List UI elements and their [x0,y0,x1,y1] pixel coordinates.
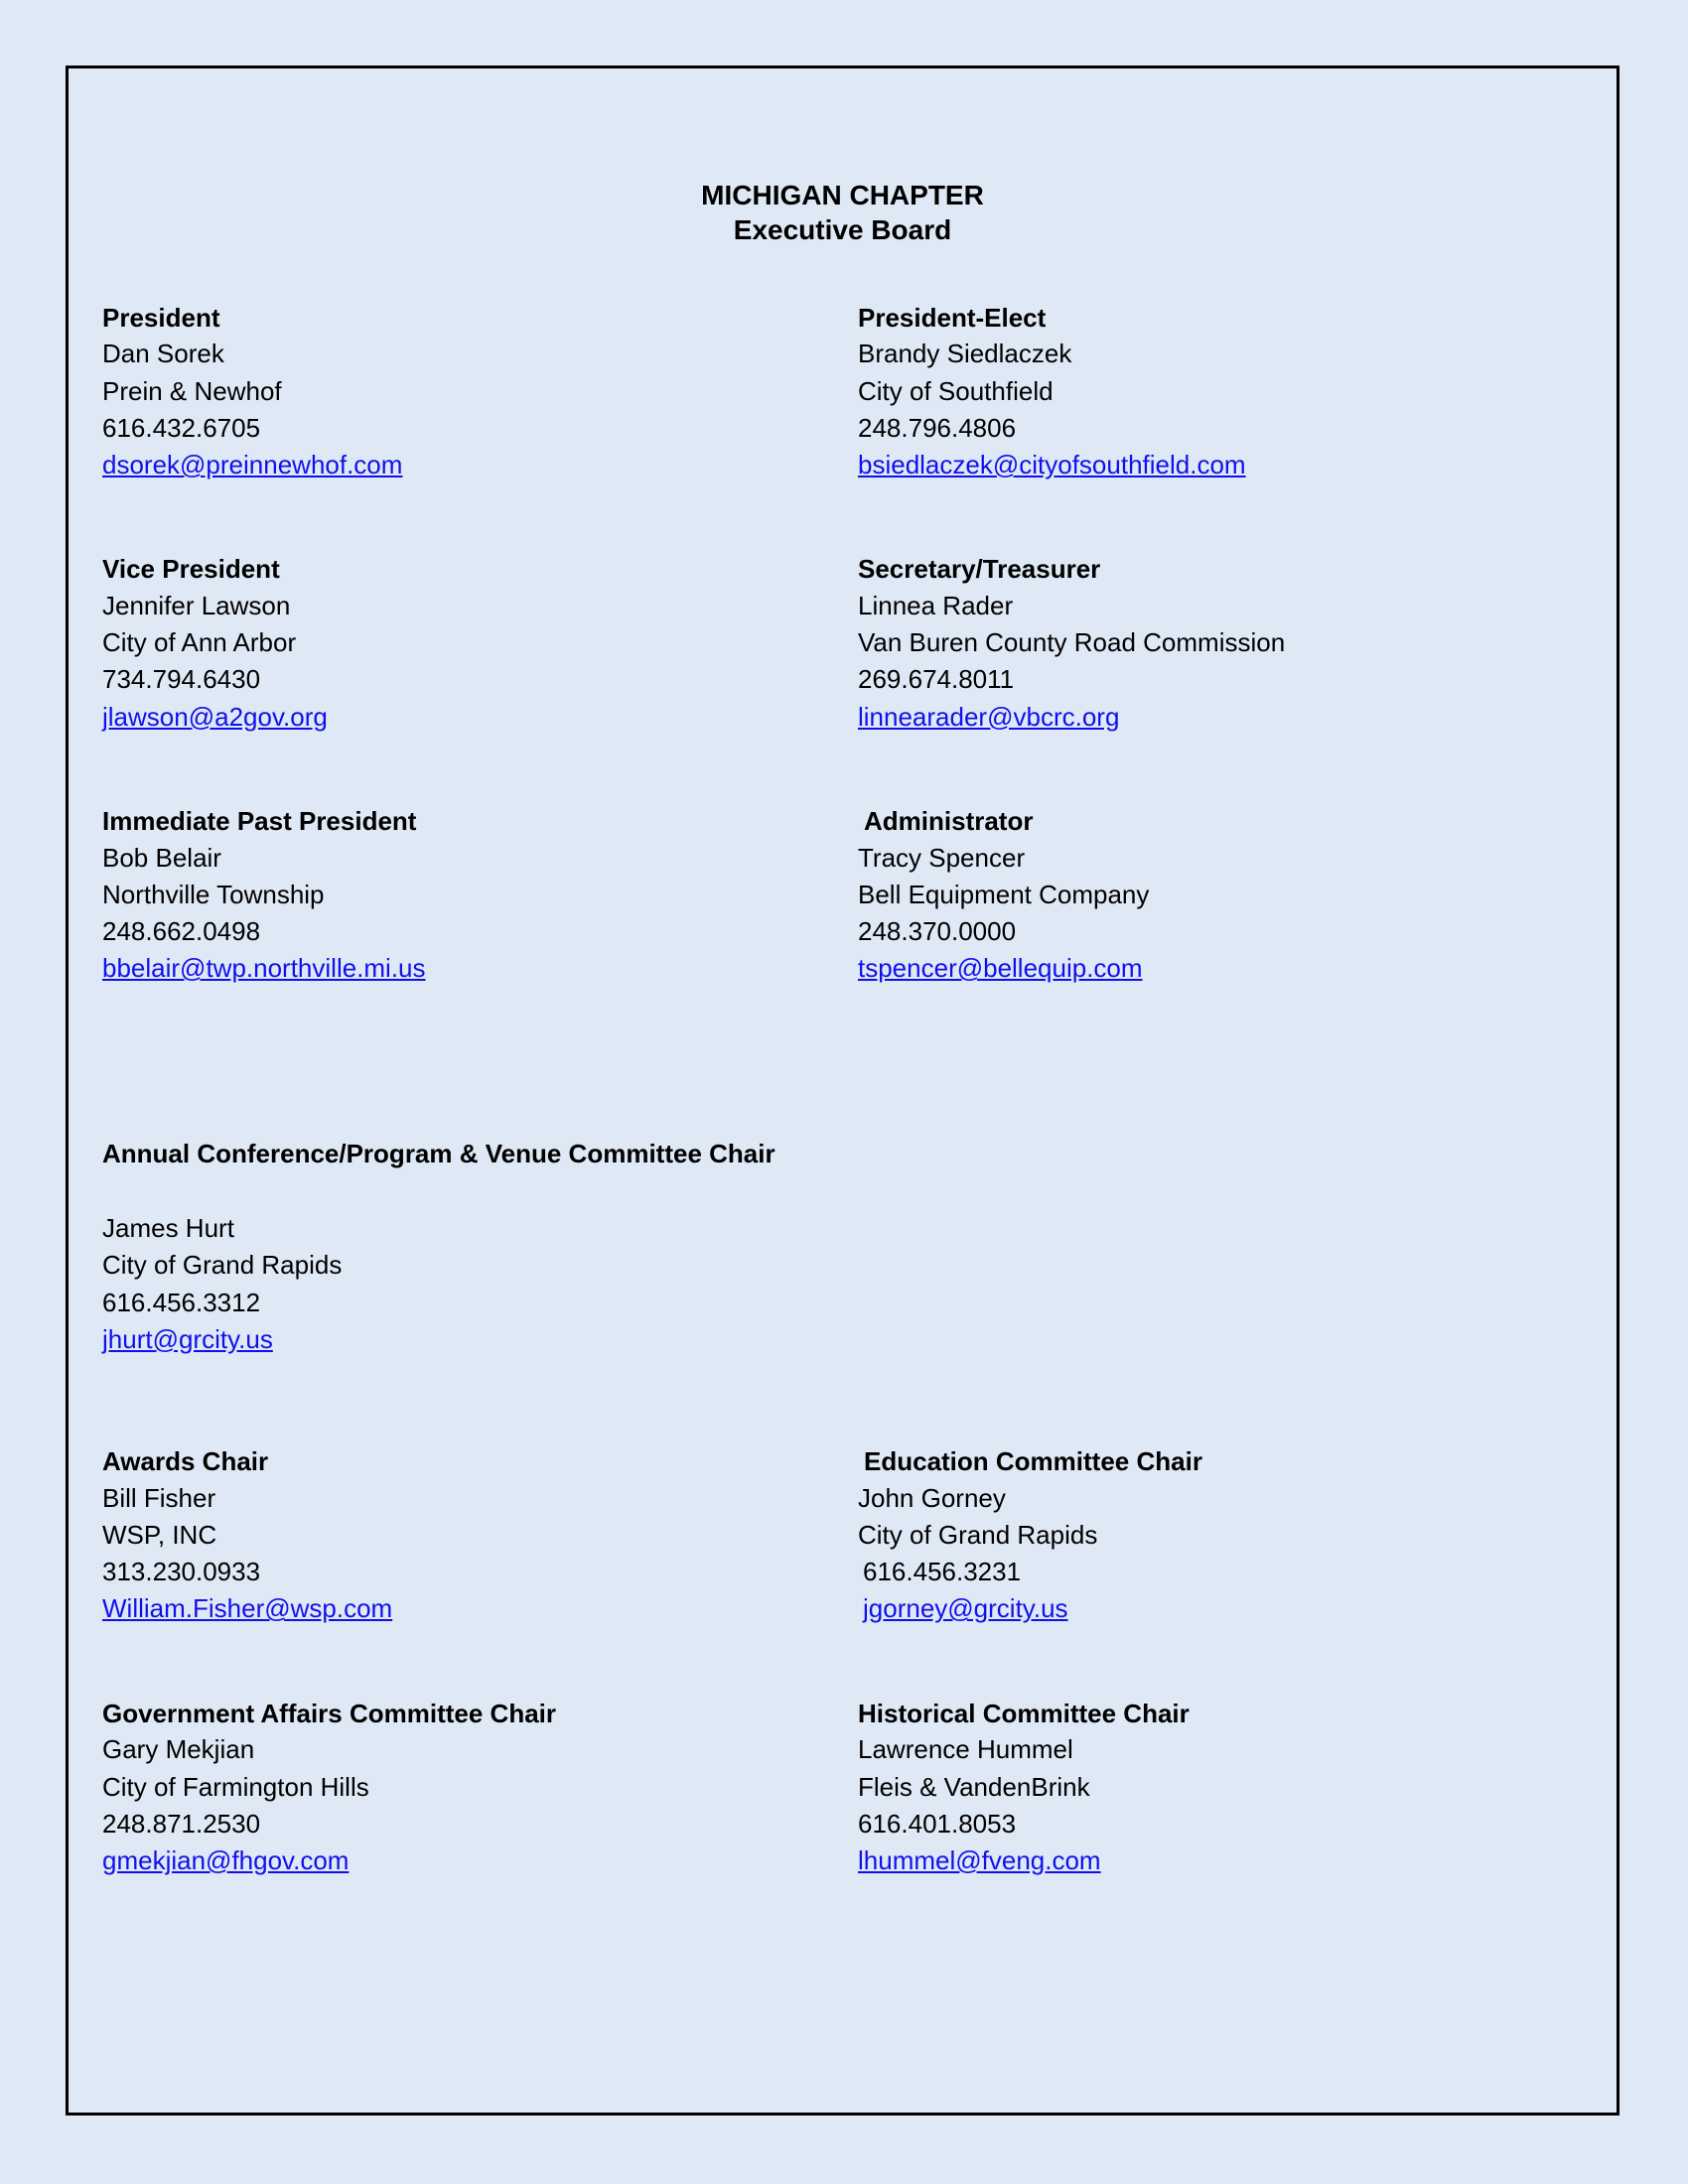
contact-phone: 616.401.8053 [858,1808,1017,1839]
contact-block-vice-president [69,551,858,736]
contact-name: Linnea Rader [858,591,1014,621]
contact-phone: 248.796.4806 [858,412,1017,443]
row-spacer [69,736,1617,803]
contact-block-government-affairs-chair [69,1696,858,1880]
contact-block-president [69,300,858,484]
contact-block-secretary-treasurer [858,551,1617,736]
contact-email-link[interactable]: William.Fisher@wsp.com [102,1593,393,1624]
contact-organization: City of Grand Rapids [102,1250,343,1281]
contact-email-link[interactable]: linnearader@vbcrc.org [858,701,1120,732]
contact-phone: 616.456.3231 [863,1557,1022,1587]
title-line-organization: MICHIGAN CHAPTER [701,180,984,210]
contact-organization: City of Southfield [858,375,1054,406]
contact-organization: City of Ann Arbor [102,627,297,658]
role-title: President [102,302,220,333]
contact-organization: City of Grand Rapids [858,1519,1098,1550]
contact-email-link[interactable]: jgorney@grcity.us [863,1593,1068,1624]
contact-phone: 734.794.6430 [102,664,261,695]
contact-name: Gary Mekjian [102,1734,255,1765]
role-title: Awards Chair [102,1445,269,1476]
contact-name: Bill Fisher [102,1482,216,1513]
row-spacer [69,1628,1617,1696]
contact-block-immediate-past-president [69,803,858,988]
role-title: President-Elect [858,302,1047,333]
contact-email-link[interactable]: dsorek@preinnewhof.com [102,449,403,479]
contact-name: Brandy Siedlaczek [858,339,1072,369]
officer-row-1 [69,300,1617,484]
contact-phone: 616.456.3312 [102,1287,261,1317]
contact-organization: City of Farmington Hills [102,1771,369,1802]
contact-organization: Prein & Newhof [102,375,282,406]
contact-email-link[interactable]: bsiedlaczek@cityofsouthfield.com [858,449,1246,479]
contact-name: Tracy Spencer [858,842,1026,873]
role-title: Vice President [102,554,280,585]
contact-block-administrator [858,803,1617,988]
role-title: Education Committee Chair [864,1445,1202,1476]
contact-phone: 313.230.0933 [102,1557,261,1587]
role-title: Annual Conference/Program & Venue Committee Chair [102,1139,775,1169]
contact-block-education-chair [858,1443,1617,1628]
contact-name: Bob Belair [102,842,221,873]
role-title: Immediate Past President [102,805,417,836]
contact-organization: Van Buren County Road Commission [858,627,1286,658]
contact-email-link[interactable]: lhummel@fveng.com [858,1844,1101,1875]
contact-block-annual-conference [69,1136,1617,1358]
contact-organization: Bell Equipment Company [858,879,1150,909]
contact-block-awards-chair [69,1443,858,1628]
contact-name: Lawrence Hummel [858,1734,1073,1765]
section-spacer [69,1358,1617,1443]
contact-email-link[interactable]: bbelair@twp.northville.mi.us [102,953,426,984]
contact-email-link[interactable]: tspencer@bellequip.com [858,953,1143,984]
contact-phone: 269.674.8011 [858,664,1015,695]
contact-organization: Northville Township [102,879,325,909]
committee-row-1 [69,1443,1617,1628]
contact-organization: Fleis & VandenBrink [858,1771,1090,1802]
role-title: Government Affairs Committee Chair [102,1698,557,1728]
page-title [69,178,1617,248]
contact-block-historical-chair [858,1696,1617,1880]
row-spacer [69,483,1617,551]
section-spacer [69,987,1617,1136]
contact-phone: 248.871.2530 [102,1808,261,1839]
contact-email-link[interactable]: jlawson@a2gov.org [102,701,328,732]
contact-block-president-elect [858,300,1617,484]
role-title: Historical Committee Chair [858,1698,1190,1728]
contact-directory [69,300,1617,1880]
title-line-subtitle: Executive Board [733,214,952,246]
contact-phone: 248.370.0000 [858,915,1017,946]
officer-row-2 [69,551,1617,736]
contact-organization: WSP, INC [102,1519,217,1550]
contact-email-link[interactable]: jhurt@grcity.us [102,1323,273,1354]
role-title: Administrator [864,805,1034,836]
role-title: Secretary/Treasurer [858,554,1101,585]
officer-row-3 [69,803,1617,988]
contact-name: James Hurt [102,1213,234,1244]
contact-name: Dan Sorek [102,339,224,369]
document-page [66,66,1619,2116]
heading-gap [102,1172,1617,1210]
committee-row-2 [69,1696,1617,1880]
contact-phone: 616.432.6705 [102,412,261,443]
contact-phone: 248.662.0498 [102,915,261,946]
contact-email-link[interactable]: gmekjian@fhgov.com [102,1844,350,1875]
contact-name: John Gorney [858,1482,1006,1513]
contact-name: Jennifer Lawson [102,591,291,621]
